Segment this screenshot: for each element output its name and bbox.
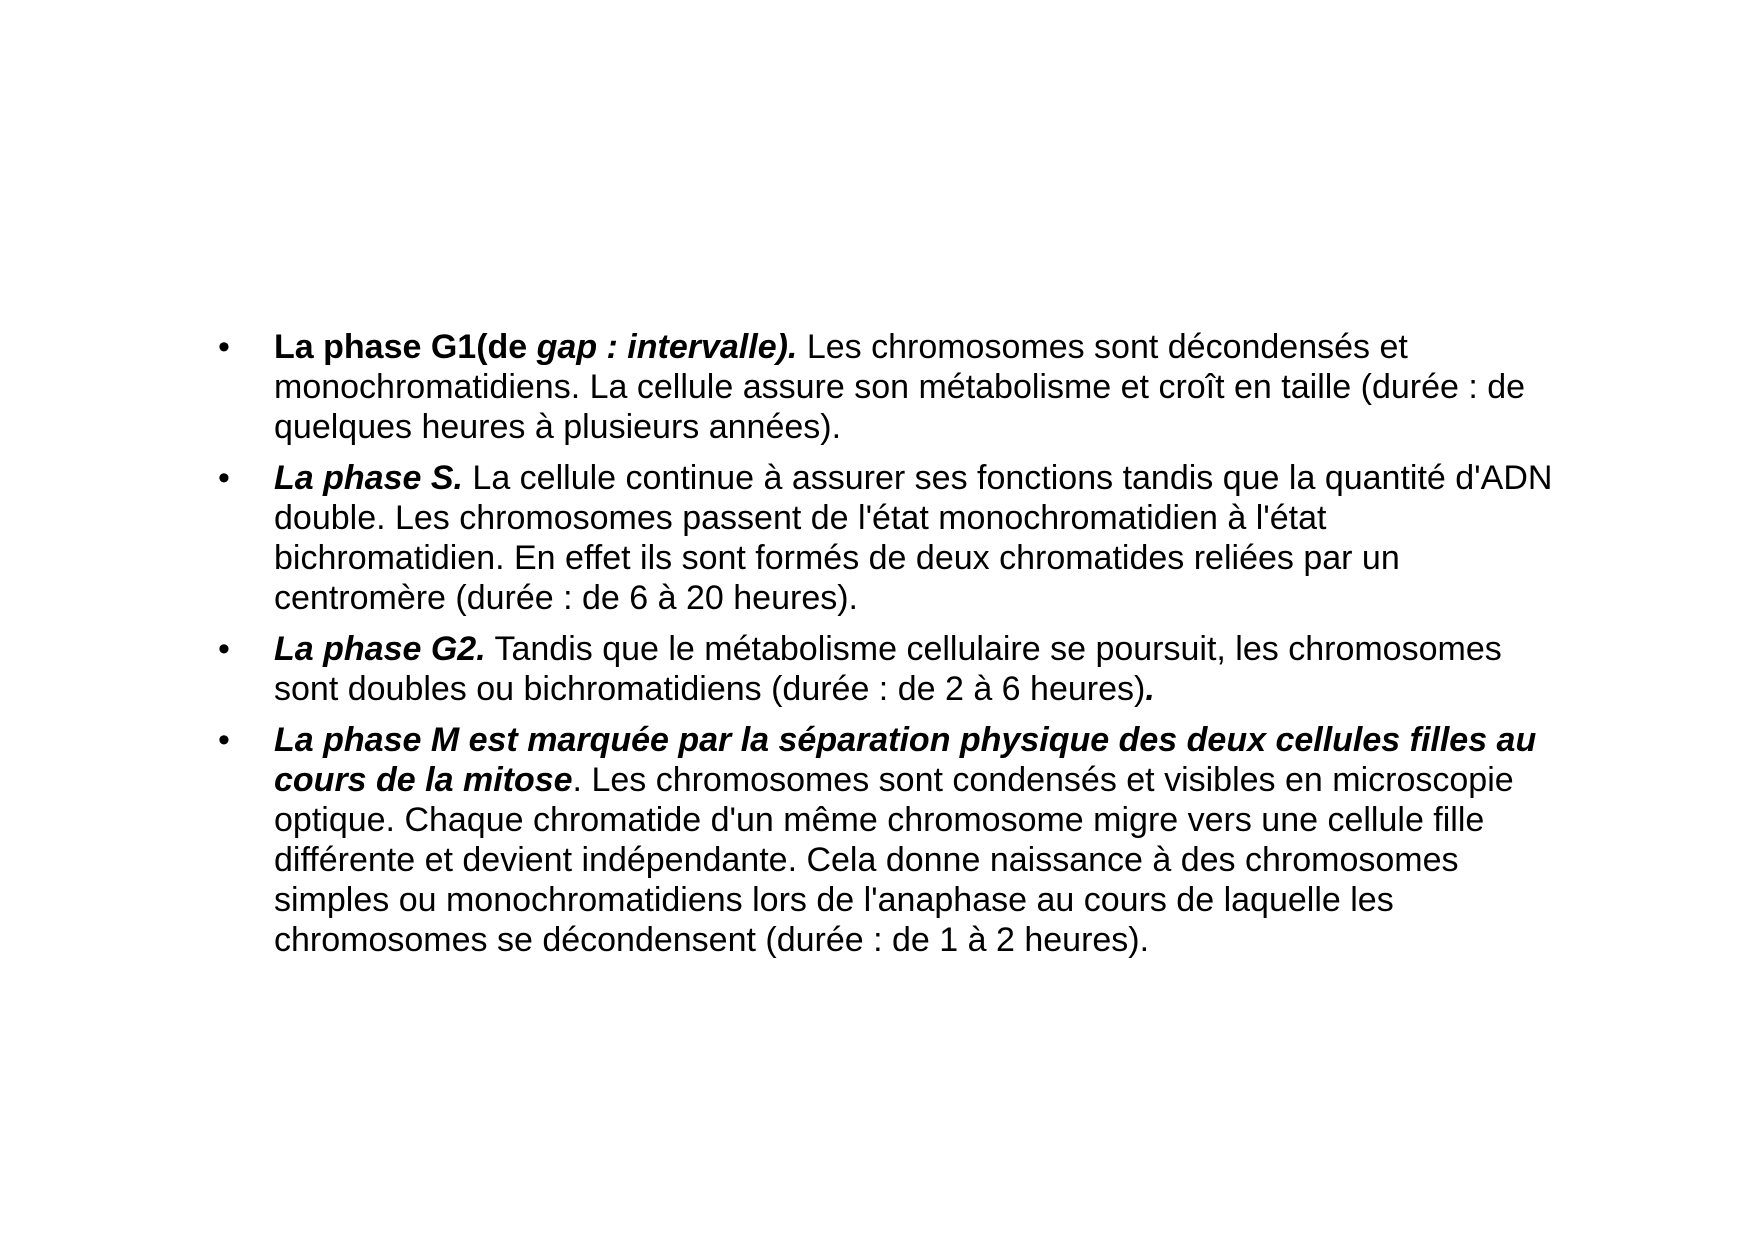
phase-m-description: . Les chromosomes sont condensés et visibles en microscopie optique. Chaque chromatide d'un même chromosome migre vers une cellule fille différente et devient indépendante. Cela donne naissance à des chromosomes simples ou monochromatidiens lors de l'anaphase au cours de laquelle les chromosomes se décondensent (durée : de 1 à 2 heures). (274, 761, 1514, 959)
list-item-phase-g1 (218, 327, 1558, 447)
phase-g1-heading: La phase G1(de (274, 328, 537, 366)
bullet-mark: • (218, 721, 230, 759)
bullet-mark: • (218, 630, 230, 668)
phase-g1-description: Les chromosomes sont décondensés et monochromatidiens. La cellule assure son métabolisme et croît en taille (durée : de quelques heures à plusieurs années). (274, 328, 1526, 446)
list-item-phase-s (218, 458, 1558, 618)
phase-g2-heading: La phase G2. (274, 630, 486, 668)
phase-g1-heading-gloss: gap : intervalle). (536, 328, 798, 366)
bullet-mark: • (218, 459, 230, 497)
phase-m-heading: La phase M est marquée par la séparation physique des deux cellules filles au cours de la mitose (274, 721, 1537, 799)
phase-s-description: La cellule continue à assurer ses fonctions tandis que la quantité d'ADN double. Les chromosomes passent de l'état monochromatidien à l'état bichromatidien. En effet ils sont formés de deux chromatides reliées par un centromère (durée : de 6 à 20 heures). (274, 459, 1553, 617)
list-item-phase-m (218, 720, 1558, 960)
phase-g2-final-period: . (1145, 670, 1155, 708)
list-item-phase-g2 (218, 629, 1558, 709)
phase-s-heading: La phase S. (274, 459, 463, 497)
phase-g2-description: Tandis que le métabolisme cellulaire se poursuit, les chromosomes sont doubles ou bichromatidiens (durée : de 2 à 6 heures) (274, 630, 1502, 708)
bullet-list (218, 327, 1558, 971)
bullet-mark: • (218, 328, 230, 366)
